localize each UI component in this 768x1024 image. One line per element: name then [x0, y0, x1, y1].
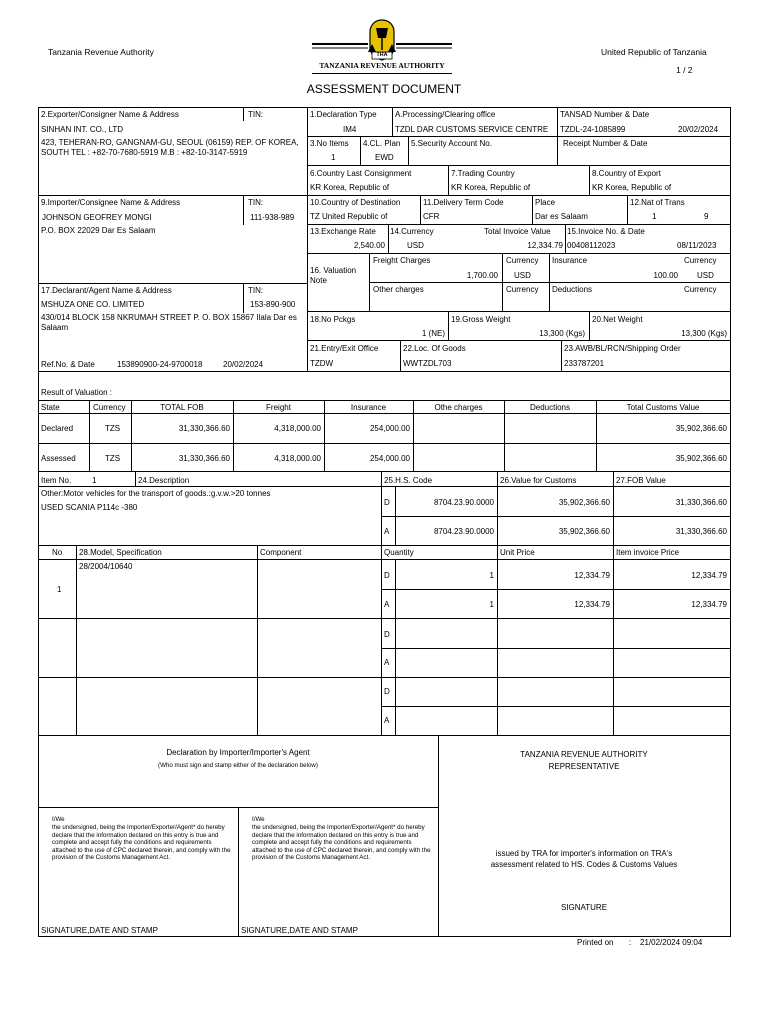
decl-title: Declaration by Importer/Importer's Agent — [166, 748, 310, 757]
decl-text-right: the undersigned, being the Importer/Exporter/Agent* do hereby declare that the information declared on this entry is true and complete and accept fully the conditions and requirements attached to the use of CPC declared therein, and comply with the provision of the Customs Management Act. — [252, 824, 431, 862]
declarant-tin-label: TIN: — [248, 286, 264, 295]
fob-label: 27.FOB Value — [616, 476, 666, 485]
val-row-state: Declared — [41, 424, 74, 433]
header-right-text: United Republic of Tanzania — [601, 47, 707, 57]
exrate-label: 13.Exchange Rate — [310, 227, 376, 236]
exporter-address: 423, TEHERAN-RO, GANGNAM-GU, SEOUL (06159) REP. OF KOREA, SOUTH TEL : +82-70-7680-5919 M.B : +82-10-3147-5919 — [41, 138, 299, 157]
tra-logo — [312, 18, 452, 72]
importer-tin-label: TIN: — [248, 198, 264, 207]
decl-type: IM4 — [343, 125, 357, 134]
model-header-spec: 28.Model, Specification — [79, 548, 162, 557]
receipt-label: Receipt Number & Date — [563, 139, 648, 148]
gross-value: 13,300 (Kgs) — [539, 329, 585, 338]
desc-line-2: USED SCANIA P114c -380 — [41, 503, 138, 512]
header-left-text: Tanzania Revenue Authority — [48, 47, 154, 57]
freight-currency: USD — [514, 271, 531, 280]
other-charges-label: Other charges — [373, 285, 424, 294]
dest-label: 10.Country of Destination — [310, 198, 401, 207]
tansad-label: TANSAD Number & Date — [560, 110, 650, 119]
declarant-label: 17.Declarant/Agent Name & Address — [41, 286, 172, 295]
model-row-state: A — [384, 600, 390, 609]
entry-value: TZDW — [310, 359, 334, 368]
model-row-state: D — [384, 630, 390, 639]
exporter-tin-label: TIN: — [248, 110, 264, 119]
awb-label: 23.AWB/BL/RCN/Shipping Order — [564, 344, 681, 353]
other-currency-label: Currency — [506, 285, 539, 294]
deductions-label: Deductions — [552, 285, 593, 294]
hs-label: 25.H.S. Code — [384, 476, 433, 485]
val-row-freight: 4,318,000.00 — [274, 454, 321, 463]
hs-row-code: 8704.23.90.0000 — [433, 527, 494, 536]
freight-value: 1,700.00 — [466, 271, 498, 280]
export-label: 8.Country of Export — [592, 169, 661, 178]
signature-right: SIGNATURE,DATE AND STAMP — [241, 926, 358, 935]
model-header-invoice-price: Item invoice Price — [616, 548, 680, 557]
val-header-fob: TOTAL FOB — [160, 403, 204, 412]
printed-date: 21/02/2024 09:04 — [640, 938, 703, 947]
gross-label: 19.Gross Weight — [451, 315, 511, 324]
decl-subtitle: (Who must sign and stamp either of the declaration below) — [158, 762, 318, 769]
nat-a: 1 — [652, 212, 657, 221]
trading-label: 7.Trading Country — [451, 169, 515, 178]
tra-note: issued by TRA for importer's information on TRA's assessment related to HS. Codes & Customs Values — [490, 849, 678, 869]
hs-row-fob: 31,330,366.60 — [675, 498, 727, 507]
items-value: 1 — [331, 153, 336, 162]
tra-signature: SIGNATURE — [560, 903, 608, 912]
val-row-insurance: 254,000.00 — [369, 424, 410, 433]
item-no-label: Item No. — [41, 476, 72, 485]
model-row-qty: 1 — [489, 571, 494, 580]
val-header-deductions: Deductions — [529, 403, 571, 412]
val-row-currency: TZS — [105, 424, 121, 433]
val-row-insurance: 254,000.00 — [369, 454, 410, 463]
val-header-freight: Freight — [266, 403, 291, 412]
inv-date: 08/11/2023 — [677, 241, 717, 250]
loc-value: WWTZDL703 — [403, 359, 452, 368]
val-header-insurance: Insurance — [350, 403, 387, 412]
printed-label: Printed on — [577, 938, 614, 947]
value-customs-label: 26.Value for Customs — [500, 476, 577, 485]
inv-no: 00408112023 — [567, 241, 616, 250]
model-row-state: A — [384, 658, 390, 667]
val-row-state: Assessed — [41, 454, 76, 463]
val-header-state: State — [41, 403, 60, 412]
ref-number: 153890900-24-9700018 — [117, 360, 203, 369]
pckgs-label: 18.No Pckgs — [310, 315, 356, 324]
desc-line-1: Other:Motor vehicles for the transport of goods.:g.v.w.>20 tonnes — [41, 489, 271, 498]
tra-rep-title-1: TANZANIA REVENUE AUTHORITY — [520, 750, 648, 759]
hs-row-value: 35,902,366.60 — [558, 498, 610, 507]
item-no: 1 — [92, 476, 97, 485]
val-header-other: Othe charges — [434, 403, 483, 412]
val-row-total: 35,902,366.60 — [675, 454, 727, 463]
delivery-value: CFR — [423, 212, 440, 221]
items-label: 3.No Items — [310, 139, 349, 148]
security-label: 5.Security Account No. — [411, 139, 492, 148]
model-header-quantity: Quantity — [384, 548, 414, 557]
model-row-unit: 12,334.79 — [574, 600, 610, 609]
printed-colon: : — [629, 938, 632, 947]
decl-type-label: 1.Declaration Type — [310, 110, 377, 119]
tansad-date: 20/02/2024 — [678, 125, 719, 134]
trading-value: KR Korea, Republic of — [451, 183, 531, 192]
logo-badge: TRA — [376, 52, 388, 58]
model-row-invoice: 12,334.79 — [691, 600, 727, 609]
tansad-number: TZDL-24-1085899 — [560, 125, 626, 134]
model-row-unit: 12,334.79 — [574, 571, 610, 580]
importer-label: 9.Importer/Consignee Name & Address — [41, 198, 181, 207]
place-value: Dar es Salaam — [535, 212, 588, 221]
deductions-currency-label: Currency — [684, 285, 717, 294]
ref-label: Ref.No. & Date — [41, 360, 95, 369]
hs-row-state: A — [384, 527, 390, 536]
page-title: ASSESSMENT DOCUMENT — [306, 82, 462, 96]
val-row-fob: 31,330,366.60 — [178, 424, 230, 433]
importer-address: P.O. BOX 22029 Dar Es Salaam — [41, 226, 156, 235]
model-row-invoice: 12,334.79 — [691, 571, 727, 580]
nat-b: 9 — [704, 212, 709, 221]
net-label: 20.Net Weight — [592, 315, 643, 324]
insurance-label: Insurance — [552, 256, 588, 265]
inv-value: 12,334.79 — [527, 241, 563, 250]
net-value: 13,300 (Kgs) — [681, 329, 727, 338]
insurance-currency-label: Currency — [684, 256, 717, 265]
hs-row-fob: 31,330,366.60 — [675, 527, 727, 536]
dest-value: TZ United Republic of — [310, 212, 388, 221]
decl-iwe-left: I/We — [52, 816, 65, 823]
val-header-currency: Currency — [93, 403, 126, 412]
export-value: KR Korea, Republic of — [592, 183, 672, 192]
importer-name: JOHNSON GEOFREY MONGI — [42, 213, 152, 222]
valuation-title: Result of Valuation : — [41, 388, 113, 397]
exporter-name: SINHAN INT. CO., LTD — [41, 125, 124, 134]
insurance-currency: USD — [697, 271, 714, 280]
place-label: Place — [535, 198, 556, 207]
logo-text: TANZANIA REVENUE AUTHORITY — [319, 61, 445, 70]
tra-rep-title-2: REPRESENTATIVE — [548, 762, 620, 771]
currency-value: USD — [407, 241, 424, 250]
exporter-label: 2.Exporter/Consigner Name & Address — [41, 110, 179, 119]
desc-label: 24.Description — [138, 476, 190, 485]
insurance-value: 100.00 — [653, 271, 678, 280]
entry-label: 21.Entry/Exit Office — [310, 344, 379, 353]
page-number: 1 / 2 — [676, 65, 693, 75]
val-header-total: Total Customs Value — [626, 403, 700, 412]
model-row-state: A — [384, 716, 390, 725]
hs-row-code: 8704.23.90.0000 — [433, 498, 494, 507]
declarant-tin: 153-890-900 — [250, 300, 296, 309]
loc-label: 22.Loc. Of Goods — [403, 344, 466, 353]
valuation-note-label: 16. Valuation Note — [310, 266, 357, 285]
ref-date: 20/02/2024 — [223, 360, 264, 369]
model-header-no: No — [52, 548, 63, 557]
model-header-unit-price: Unit Price — [500, 548, 535, 557]
last-consign-value: KR Korea, Republic of — [310, 183, 390, 192]
cl-plan-label: 4.CL. Plan — [363, 139, 401, 148]
signature-left: SIGNATURE,DATE AND STAMP — [41, 926, 158, 935]
model-row-state: D — [384, 571, 390, 580]
importer-tin: 111-938-989 — [250, 213, 295, 222]
val-row-total: 35,902,366.60 — [675, 424, 727, 433]
val-row-fob: 31,330,366.60 — [178, 454, 230, 463]
inv-value-label: Total Invoice Value — [484, 227, 551, 236]
office-value: TZDL DAR CUSTOMS SERVICE CENTRE — [395, 125, 549, 134]
hs-row-state: D — [384, 498, 390, 507]
model-row-qty: 1 — [489, 600, 494, 609]
model-row-no: 1 — [57, 585, 62, 594]
decl-text-left: the undersigned, being the Importer/Exporter/Agent* do hereby declare that the information declared on this entry is true and complete and accept fully the conditions and requirements attached to the use of CPC declared therein, and comply with the provision of the Customs Management Act. — [52, 824, 231, 862]
model-row-state: D — [384, 687, 390, 696]
delivery-label: 11.Delivery Term Code — [423, 198, 504, 207]
cl-plan-value: EWD — [375, 153, 394, 162]
freight-currency-label: Currency — [506, 256, 539, 265]
inv-no-label: 15.Invoice No. & Date — [567, 227, 645, 236]
office-label: A.Processing/Clearing office — [395, 110, 496, 119]
freight-label: Freight Charges — [373, 256, 431, 265]
val-row-freight: 4,318,000.00 — [274, 424, 321, 433]
nat-label: 12.Nat of Trans — [630, 198, 685, 207]
exrate-value: 2,540.00 — [353, 241, 385, 250]
val-row-currency: TZS — [105, 454, 121, 463]
hs-row-value: 35,902,366.60 — [558, 527, 610, 536]
declarant-address: 430/014 BLOCK 158 NKRUMAH STREET P. O. BOX 15867 Ilala Dar es Salaam — [41, 313, 297, 332]
declarant-name: MSHUZA ONE CO. LIMITED — [41, 300, 145, 309]
pckgs-value: 1 (NE) — [421, 329, 445, 338]
decl-iwe-right: I/We — [252, 816, 265, 823]
last-consign-label: 6.Country Last Consignment — [310, 169, 412, 178]
awb-value: 233787201 — [564, 359, 605, 368]
model-header-component: Component — [260, 548, 302, 557]
currency-label: 14.Currency — [390, 227, 434, 236]
model-spec-value: 28/2004/10640 — [79, 562, 133, 571]
